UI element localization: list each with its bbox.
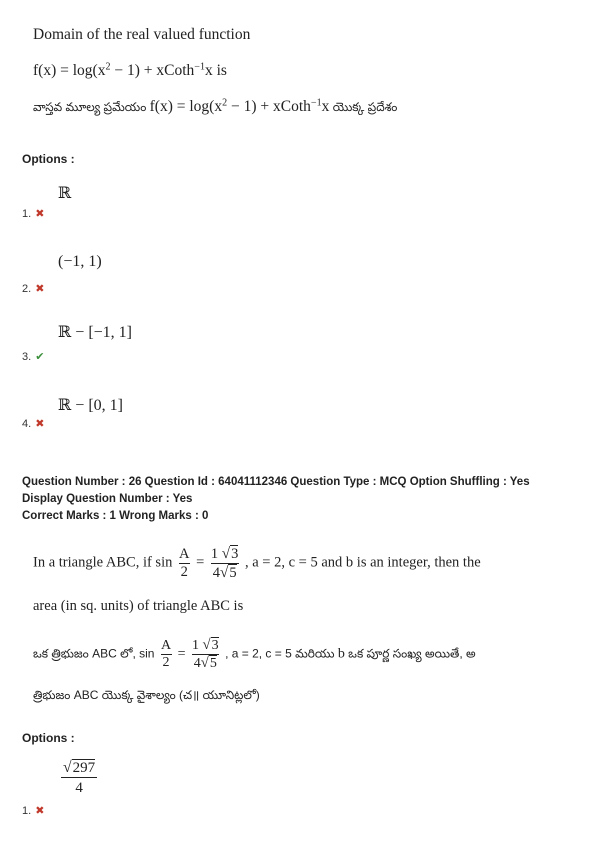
telugu-text: వాస్తవ మూల్య ప్రమేయం — [33, 100, 150, 114]
option-1-text[interactable] — [60, 760, 98, 796]
question-26-telugu-line2: త్రిభుజం ABC యొక్క వైశాల్యం (చ॥ యూనిట్లలో) — [33, 688, 260, 702]
option-1-marker — [22, 801, 44, 819]
question-line: Domain of the real valued function — [33, 26, 251, 43]
telugu-text: ఒక పూర్ణ సంఖ్య అయితే, అ — [344, 646, 476, 661]
option-2-marker — [22, 279, 44, 297]
variable-b: b — [337, 646, 345, 662]
formula-part: f(x) = log(x — [33, 62, 106, 79]
fraction-denominator: 4√5 — [193, 655, 217, 671]
fraction-a-over-2: $\frac{A}{2}$ — [160, 638, 172, 670]
fraction-denominator: 4√5 — [212, 563, 237, 581]
question-text: is an integer, then the — [353, 554, 481, 571]
question-meta-line: Display Question Number : Yes — [22, 493, 193, 505]
fraction-numerator: 1 √3 — [210, 545, 239, 562]
question-26-telugu — [33, 638, 476, 671]
equals-sign: = — [196, 554, 205, 571]
fraction-a-over-2: $\frac{A}{2}$ — [178, 546, 190, 580]
question-26-english-line2: area (in sq. units) of triangle ABC is — [33, 598, 244, 614]
formula-part: x is — [205, 62, 227, 79]
formula-part: − 1) + xCoth — [227, 98, 311, 115]
question-text-telugu — [33, 98, 397, 117]
equals-sign: = — [177, 646, 186, 662]
formula-part: − 1) + xCoth — [110, 62, 195, 79]
superscript: 2 — [222, 97, 228, 109]
option-number: 1. — [22, 805, 32, 817]
superscript: −1 — [310, 97, 322, 109]
question-26-english — [33, 546, 481, 580]
option-3-text[interactable]: ℝ − [−1, 1] — [58, 324, 132, 341]
option-1-text[interactable]: ℝ — [58, 185, 72, 202]
wrong-mark-icon: ✖ — [35, 805, 45, 817]
formula-part: x — [321, 98, 330, 115]
option-number: 2. — [22, 283, 32, 295]
option-3-marker — [22, 347, 44, 365]
option-4-marker — [22, 414, 44, 432]
option-number: 4. — [22, 418, 32, 430]
question-meta — [22, 474, 530, 525]
question-text-english — [33, 26, 250, 44]
option-4-text[interactable]: ℝ − [0, 1] — [58, 397, 123, 414]
option-1-marker — [22, 204, 44, 222]
options-label: Options : — [22, 152, 75, 166]
fraction-denominator: 4 — [61, 777, 97, 796]
option-2-text[interactable]: (−1, 1) — [58, 253, 102, 270]
fraction-sqrt-297-over-4 — [61, 760, 97, 796]
correct-check-icon: ✔ — [35, 351, 45, 363]
superscript: −1 — [194, 61, 205, 73]
question-text: , a = 2, c = 5 — [245, 554, 318, 571]
fraction-numerator: 1 √3 — [192, 637, 219, 653]
question-text: In a triangle ABC, if sin — [33, 554, 173, 571]
function-formula — [33, 62, 227, 80]
formula-part: f(x) = log(x — [149, 98, 223, 115]
wrong-mark-icon: ✖ — [35, 283, 45, 295]
option-number: 3. — [22, 351, 32, 363]
superscript: 2 — [105, 61, 111, 73]
wrong-mark-icon: ✖ — [35, 418, 45, 430]
wrong-mark-icon: ✖ — [35, 208, 45, 220]
question-meta-line: Correct Marks : 1 Wrong Marks : 0 — [22, 510, 209, 522]
options-label: Options : — [22, 731, 75, 745]
question-meta-line: Question Number : 26 Question Id : 64041112346 Question Type : MCQ Option Shuffling : Yes — [22, 476, 530, 488]
telugu-text: యొక్క ప్రదేశం — [329, 100, 398, 114]
telugu-text: , a = 2, c = 5 మరియు — [225, 646, 338, 661]
fraction-numerator: √297 — [63, 759, 96, 776]
fraction-sqrt — [190, 638, 221, 671]
question-text: and — [317, 554, 346, 571]
telugu-text: ఒక త్రిభుజం ABC లో, sin — [33, 646, 155, 661]
fraction-sqrt — [209, 546, 240, 580]
option-number: 1. — [22, 208, 32, 220]
variable-b: b — [345, 554, 354, 571]
